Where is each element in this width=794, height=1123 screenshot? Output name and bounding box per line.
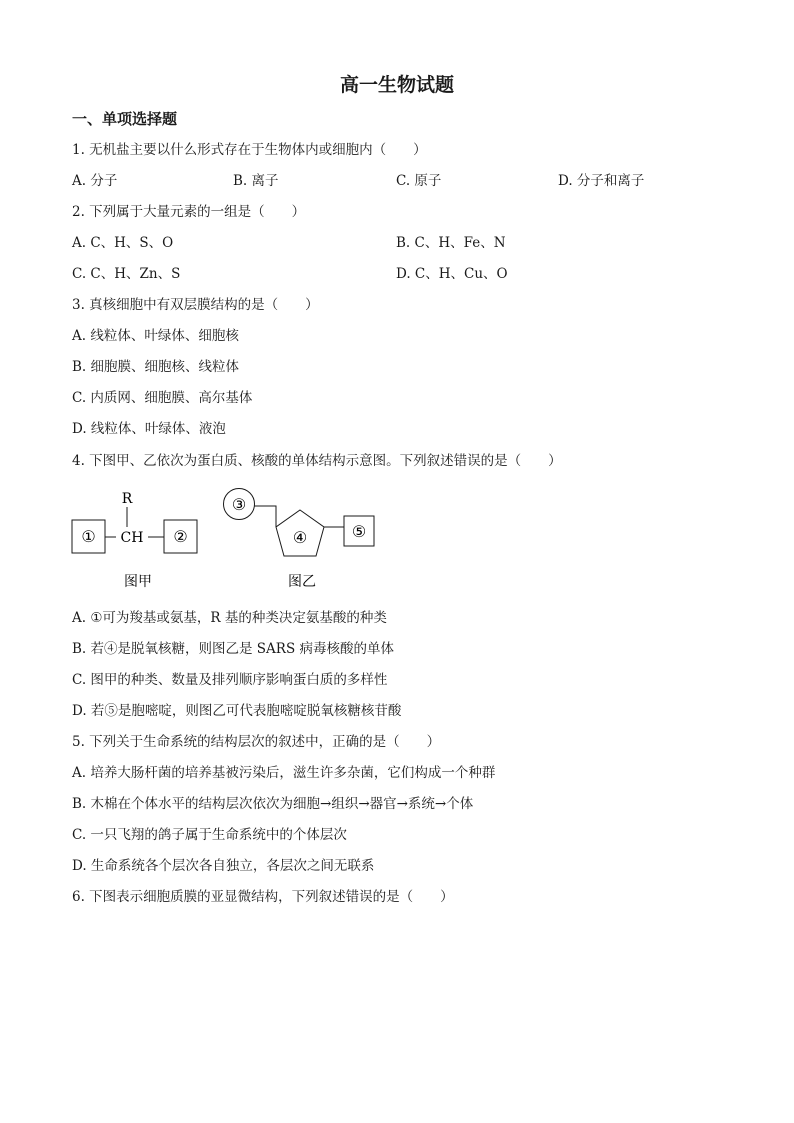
question-2-option-c: C. C、H、Zn、S — [72, 266, 181, 282]
question-4-option-b: B. 若④是脱氧核糖，则图乙是 SARS 病毒核酸的单体 — [72, 641, 394, 657]
figure-yi-nucleotide — [224, 489, 375, 591]
question-5-option-d: D. 生命系统各个层次各自独立，各层次之间无联系 — [72, 858, 375, 874]
question-4-option-a: A. ①可为羧基或氨基，R 基的种类决定氨基酸的种类 — [72, 610, 387, 626]
question-3-option-c: C. 内质网、细胞膜、高尔基体 — [72, 390, 253, 406]
page-title: 高一生物试题 — [339, 74, 454, 96]
question-2-option-b: B. C、H、Fe、N — [396, 235, 506, 251]
box-5-label: ⑤ — [351, 522, 367, 541]
question-4-option-c: C. 图甲的种类、数量及排列顺序影响蛋白质的多样性 — [72, 672, 388, 688]
r-group-label: R — [121, 491, 133, 507]
question-2-stem: 2. 下列属于大量元素的一组是（ ） — [72, 204, 306, 220]
phosphate-bond-line — [254, 506, 276, 527]
question-4-option-d: D. 若⑤是胞嘧啶，则图乙可代表胞嘧啶脱氧核糖核苷酸 — [72, 703, 402, 719]
question-4-stem: 4. 下图甲、乙依次为蛋白质、核酸的单体结构示意图。下列叙述错误的是（ ） — [72, 453, 562, 469]
box-1-label: ① — [81, 527, 96, 546]
circle-3-label: ③ — [231, 495, 247, 514]
monomer-structure-figure — [60, 482, 400, 594]
question-3-option-b: B. 细胞膜、细胞核、线粒体 — [72, 359, 240, 375]
question-1-option-c: C. 原子 — [396, 173, 442, 189]
question-1-option-d: D. 分子和离子 — [558, 173, 645, 189]
question-1-option-a: A. 分子 — [72, 173, 118, 189]
question-1-option-b: B. 离子 — [233, 173, 279, 189]
box-2-label: ② — [173, 527, 188, 546]
question-1-stem: 1. 无机盐主要以什么形式存在于生物体内或细胞内（ ） — [72, 142, 427, 158]
caption-yi: 图乙 — [288, 574, 316, 590]
question-5-stem: 5. 下列关于生命系统的结构层次的叙述中，正确的是（ ） — [72, 734, 441, 750]
question-6-stem: 6. 下图表示细胞质膜的亚显微结构，下列叙述错误的是（ ） — [72, 889, 454, 905]
figure-jia-amino-acid — [72, 491, 197, 590]
question-5-option-a: A. 培养大肠杆菌的培养基被污染后，滋生许多杂菌，它们构成一个种群 — [72, 765, 496, 781]
caption-jia: 图甲 — [124, 574, 152, 590]
question-3-option-a: A. 线粒体、叶绿体、细胞核 — [72, 328, 239, 344]
pentagon-4-label: ④ — [292, 528, 308, 547]
ch-label: CH — [120, 530, 144, 546]
question-5-option-b: B. 木棉在个体水平的结构层次依次为细胞→组织→器官→系统→个体 — [72, 796, 474, 812]
question-3-stem: 3. 真核细胞中有双层膜结构的是（ ） — [72, 297, 319, 313]
question-2-option-d: D. C、H、Cu、O — [396, 266, 508, 282]
question-3-option-d: D. 线粒体、叶绿体、液泡 — [72, 421, 226, 437]
question-2-option-a: A. C、H、S、O — [72, 235, 174, 251]
question-5-option-c: C. 一只飞翔的鸽子属于生命系统中的个体层次 — [72, 827, 347, 843]
section-heading: 一、单项选择题 — [72, 110, 178, 128]
